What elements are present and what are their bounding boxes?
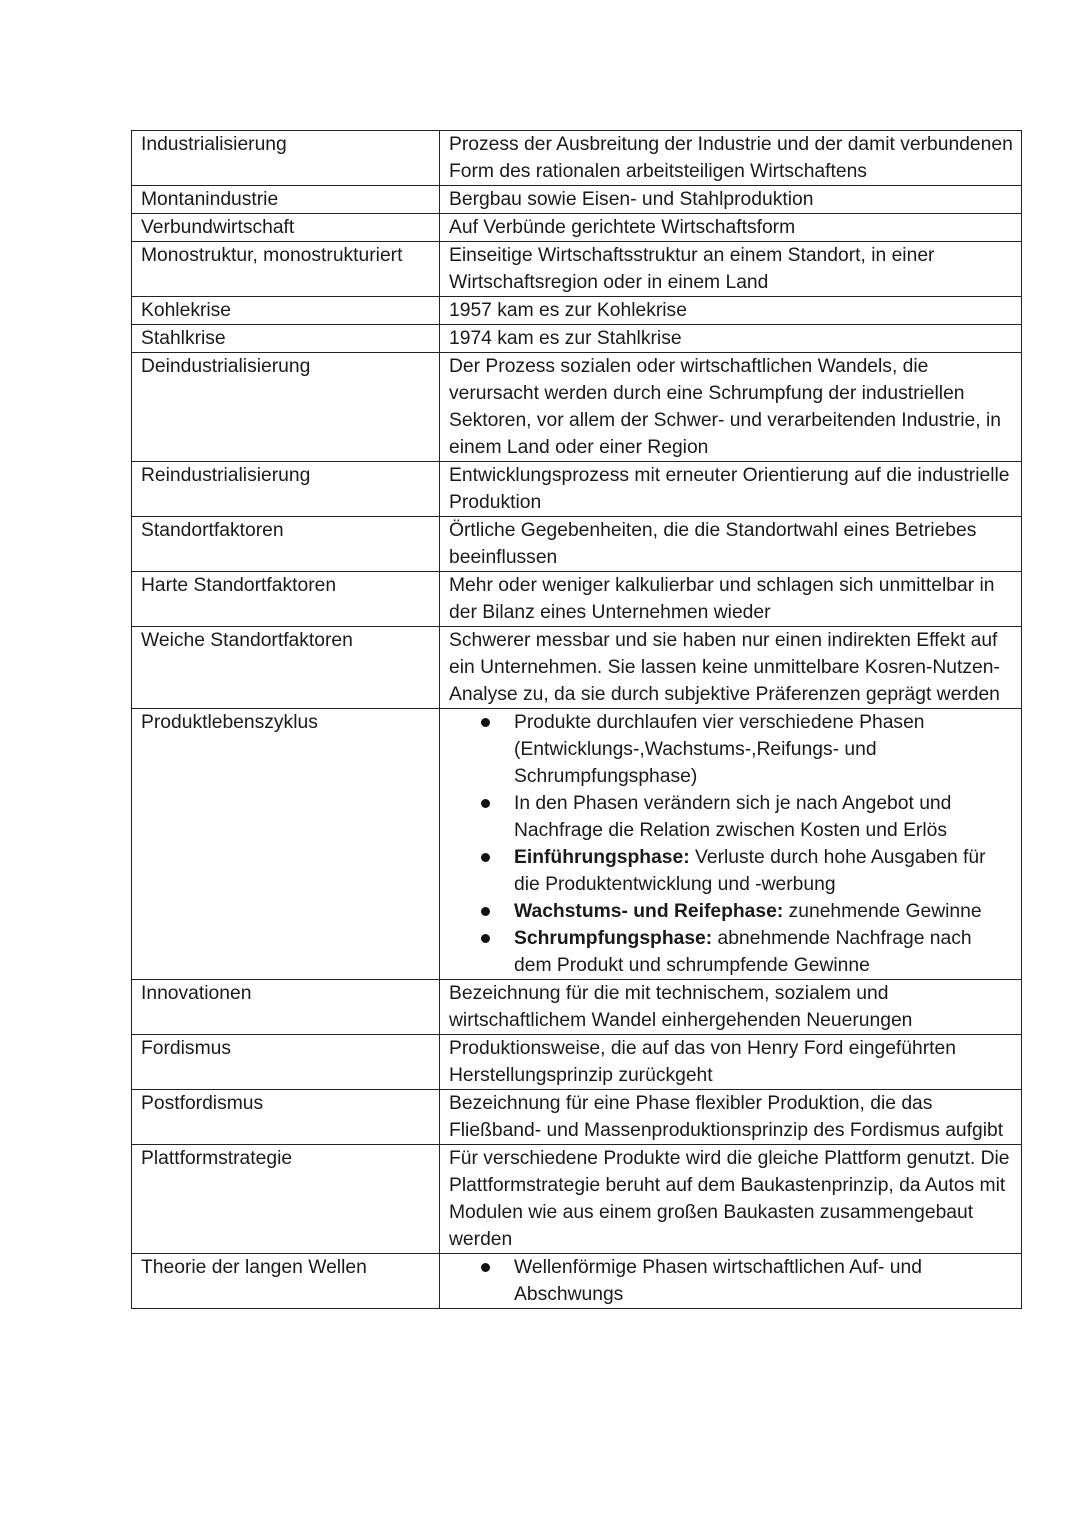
bullet-text: Wellenförmige Phasen wirtschaftlichen Auf- und Abschwungs bbox=[514, 1257, 922, 1305]
term-cell: Reindustrialisierung bbox=[132, 462, 440, 517]
definition-cell: Entwicklungsprozess mit erneuter Orientierung auf die industrielle Produktion bbox=[440, 462, 1022, 517]
definition-cell: 1957 kam es zur Kohlekrise bbox=[440, 297, 1022, 325]
glossary-row bbox=[132, 297, 1022, 325]
term-cell: Stahlkrise bbox=[132, 325, 440, 353]
bullet-text: zunehmende Gewinne bbox=[783, 901, 982, 922]
term-cell: Kohlekrise bbox=[132, 297, 440, 325]
definition-cell: Bergbau sowie Eisen- und Stahlproduktion bbox=[440, 186, 1022, 214]
term-cell: Postfordismus bbox=[132, 1090, 440, 1145]
term-cell: Theorie der langen Wellen bbox=[132, 1254, 440, 1309]
glossary-row bbox=[132, 462, 1022, 517]
definition-cell: Örtliche Gegebenheiten, die die Standortwahl eines Betriebes beeinflussen bbox=[440, 517, 1022, 572]
definition-cell bbox=[440, 1254, 1022, 1309]
glossary-row bbox=[132, 517, 1022, 572]
bullet-bold-label: Wachstums- und Reifephase: bbox=[514, 901, 784, 922]
definition-cell: Für verschiedene Produkte wird die gleiche Plattform genutzt. Die Plattformstrategie beruht auf dem Baukastenprinzip, da Autos mit Modulen wie aus einem großen Baukasten zusammengebaut werden bbox=[440, 1145, 1022, 1254]
glossary-row bbox=[132, 1090, 1022, 1145]
term-cell: Plattformstrategie bbox=[132, 1145, 440, 1254]
bullet-list bbox=[449, 1254, 1013, 1308]
definition-cell: Auf Verbünde gerichtete Wirtschaftsform bbox=[440, 214, 1022, 242]
term-cell: Standortfaktoren bbox=[132, 517, 440, 572]
bullet-item bbox=[514, 790, 1013, 844]
definition-cell bbox=[440, 709, 1022, 980]
term-cell: Montanindustrie bbox=[132, 186, 440, 214]
glossary-row bbox=[132, 242, 1022, 297]
definition-cell: Der Prozess sozialen oder wirtschaftlichen Wandels, die verursacht werden durch eine Schrumpfung der industriellen Sektoren, vor allem der Schwer- und verarbeitenden Industrie, in einem Land oder einer Region bbox=[440, 353, 1022, 462]
bullet-text: Produkte durchlaufen vier verschiedene Phasen (Entwicklungs-,Wachstums-,Reifungs- und Schrumpfungsphase) bbox=[514, 712, 925, 787]
glossary-table bbox=[131, 130, 1022, 1309]
term-cell: Monostruktur, monostrukturiert bbox=[132, 242, 440, 297]
bullet-item bbox=[514, 925, 1013, 979]
glossary-row bbox=[132, 709, 1022, 980]
bullet-list bbox=[449, 709, 1013, 979]
bullet-item bbox=[514, 844, 1013, 898]
glossary-row bbox=[132, 627, 1022, 709]
glossary-row bbox=[132, 353, 1022, 462]
term-cell: Verbundwirtschaft bbox=[132, 214, 440, 242]
glossary-row bbox=[132, 1145, 1022, 1254]
definition-cell: Einseitige Wirtschaftsstruktur an einem Standort, in einer Wirtschaftsregion oder in einem Land bbox=[440, 242, 1022, 297]
term-cell: Deindustrialisierung bbox=[132, 353, 440, 462]
glossary-row bbox=[132, 1254, 1022, 1309]
term-cell: Fordismus bbox=[132, 1035, 440, 1090]
bullet-bold-label: Schrumpfungsphase: bbox=[514, 928, 713, 949]
definition-cell: Produktionsweise, die auf das von Henry Ford eingeführten Herstellungsprinzip zurückgeht bbox=[440, 1035, 1022, 1090]
bullet-bold-label: Einführungsphase: bbox=[514, 847, 690, 868]
bullet-text: Verluste durch hohe Ausgaben für die Produktentwicklung und -werbung bbox=[514, 847, 986, 895]
definition-cell: 1974 kam es zur Stahlkrise bbox=[440, 325, 1022, 353]
definition-cell: Schwerer messbar und sie haben nur einen indirekten Effekt auf ein Unternehmen. Sie lassen keine unmittelbare Kosren-Nutzen-Analyse zu, da sie durch subjektive Präferenzen geprägt werden bbox=[440, 627, 1022, 709]
definition-cell: Bezeichnung für die mit technischem, sozialem und wirtschaftlichem Wandel einhergehenden Neuerungen bbox=[440, 980, 1022, 1035]
term-cell: Produktlebenszyklus bbox=[132, 709, 440, 980]
glossary-body bbox=[132, 131, 1022, 1309]
glossary-row bbox=[132, 980, 1022, 1035]
term-cell: Weiche Standortfaktoren bbox=[132, 627, 440, 709]
glossary-row bbox=[132, 1035, 1022, 1090]
term-cell: Industrialisierung bbox=[132, 131, 440, 186]
term-cell: Innovationen bbox=[132, 980, 440, 1035]
glossary-row bbox=[132, 131, 1022, 186]
bullet-item bbox=[514, 898, 1013, 925]
glossary-row bbox=[132, 186, 1022, 214]
definition-cell: Prozess der Ausbreitung der Industrie und der damit verbundenen Form des rationalen arbeitsteiligen Wirtschaftens bbox=[440, 131, 1022, 186]
definition-cell: Mehr oder weniger kalkulierbar und schlagen sich unmittelbar in der Bilanz eines Unternehmen wieder bbox=[440, 572, 1022, 627]
term-cell: Harte Standortfaktoren bbox=[132, 572, 440, 627]
bullet-text: abnehmende Nachfrage nach dem Produkt und schrumpfende Gewinne bbox=[514, 928, 972, 976]
bullet-text: In den Phasen verändern sich je nach Angebot und Nachfrage die Relation zwischen Kosten und Erlös bbox=[514, 793, 952, 841]
bullet-item bbox=[514, 709, 1013, 790]
definition-cell: Bezeichnung für eine Phase flexibler Produktion, die das Fließband- und Massenproduktionsprinzip des Fordismus aufgibt bbox=[440, 1090, 1022, 1145]
glossary-row bbox=[132, 214, 1022, 242]
bullet-item bbox=[514, 1254, 1013, 1308]
glossary-row bbox=[132, 572, 1022, 627]
glossary-row bbox=[132, 325, 1022, 353]
